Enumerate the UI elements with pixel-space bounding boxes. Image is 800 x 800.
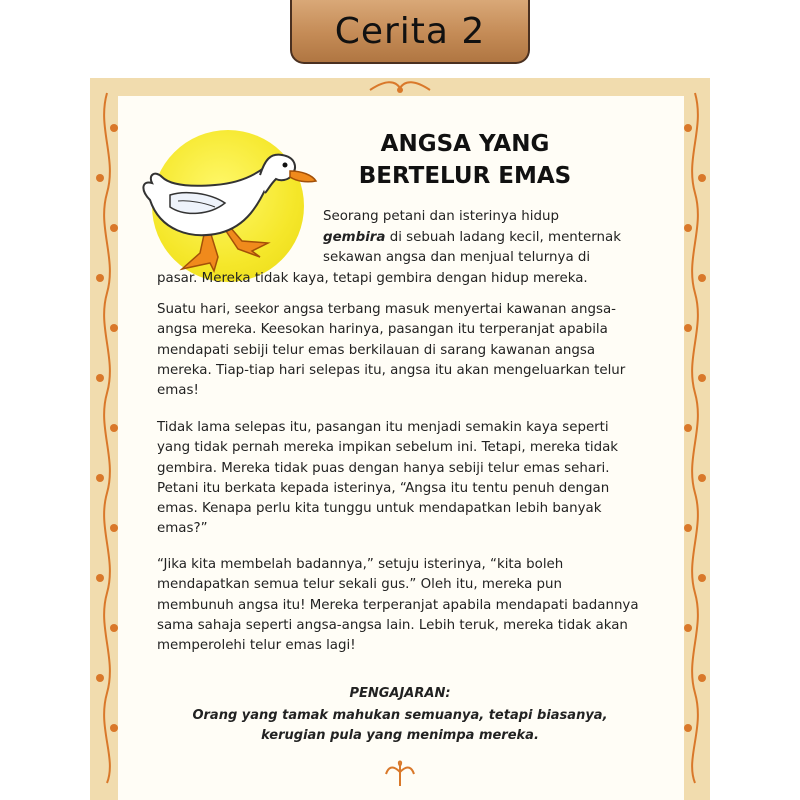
emphasis-word: gembira: [323, 230, 386, 245]
top-ornament-icon: [365, 78, 435, 96]
story-title-line1: ANGSA YANG: [380, 131, 550, 157]
paragraph-1-line2-rest: di sebuah ladang kecil, menternak: [385, 230, 622, 245]
paragraph-4: “Jika kita membelah badannya,” setuju isterinya, “kita boleh mendapatkan semua telur sekali gus.” Oleh itu, mereka pun membunuh angsa itu! Mereka terperanjat apabila mendapati badannya sama sahaja seperti angsa-angsa lain. Lebih teruk, mereka tidak akan memperolehi telur emas lagi!: [157, 557, 639, 654]
moral-line2: kerugian pula yang menimpa mereka.: [261, 728, 539, 743]
paragraph-3: Tidak lama selepas itu, pasangan itu menjadi semakin kaya seperti yang tidak pernah mereka impikan sebelum ini. Tetapi, mereka tidak gembira. Mereka tidak puas dengan hanya sebiji telur emas sehari. Petani itu berkata kepada isterinya, “Angsa itu tentu penuh dengan emas. Kenapa perlu kita tunggu untuk mendapatkan lebih banyak emas?”: [157, 420, 619, 537]
story-title-line2: BERTELUR EMAS: [358, 163, 572, 189]
story-number-label: Cerita 2: [334, 10, 486, 52]
left-vine-ornament-icon: [92, 88, 122, 788]
bottom-ornament-icon: [380, 758, 420, 788]
story-title: [340, 128, 590, 192]
right-vine-ornament-icon: [680, 88, 710, 788]
moral-line1: Orang yang tamak mahukan semuanya, tetapi biasanya,: [192, 708, 608, 723]
goose-illustration-icon: [130, 145, 320, 275]
paragraph-2: Suatu hari, seekor angsa terbang masuk menyertai kawanan angsa-angsa mereka. Keesokan harinya, pasangan itu terperanjat apabila mendapati sebiji telur emas berkilauan di sarang kawanan angsa mereka. Tiap-tiap hari selepas itu, angsa itu akan mengeluarkan telur emas!: [157, 302, 626, 399]
story-number-tab: [290, 0, 530, 64]
paragraph-1-line2: [323, 228, 621, 248]
paragraph-1-line1: Seorang petani dan isterinya hidup: [323, 209, 559, 224]
moral-heading: PENGAJARAN:: [349, 686, 451, 701]
paragraph-1-line4: pasar. Mereka tidak kaya, tetapi gembira dengan hidup mereka.: [157, 271, 588, 286]
paragraph-1-line3: sekawan angsa dan menjual telurnya di: [323, 250, 591, 265]
